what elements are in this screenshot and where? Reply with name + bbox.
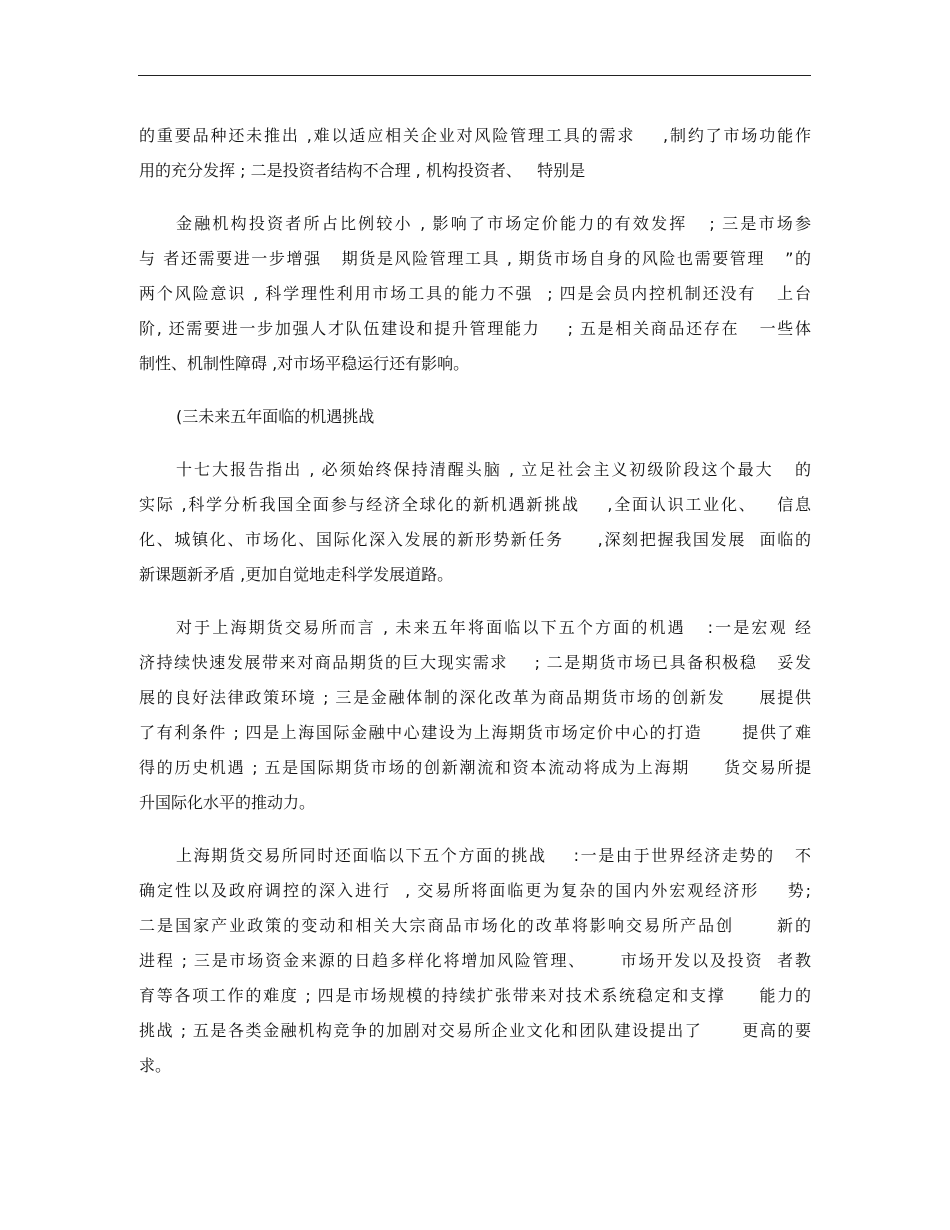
text-line: 十七大报告指出 , 必须始终保持清醒头脑 , 立足社会主义初级阶段这个最大 的 [176,460,811,479]
text-line: 展的良好法律政策环境 ; 三是金融体制的深化改革为商品期货市场的创新发 展提供 [139,688,811,707]
paragraph-4 [139,610,811,820]
text-line: 新课题新矛盾 ,更加自觉地走科学发展道路。 [139,565,454,584]
text-line: 得的历史机遇 ; 五是国际期货市场的创新潮流和资本流动将成为上海期 货交易所提 [139,758,811,777]
text-line: 二是国家产业政策的变动和相关大宗商品市场化的改革将影响交易所产品创 新的 [139,916,811,935]
text-line: 求。 [139,1056,172,1075]
text-line: 上海期货交易所同时还面临以下五个方面的挑战 :一是由于世界经济走势的 不 [176,846,811,865]
text-line: 阶, 还需要进一步加强人才队伍建设和提升管理能力 ; 五是相关商品还存在 一些体 [139,319,811,338]
text-line: 挑战 ; 五是各类金融机构竞争的加剧对交易所企业文化和团队建设提出了 更高的要 [139,1021,811,1040]
paragraph-3 [139,452,811,592]
text-line: 制性、机制性障碍 ,对市场平稳运行还有影响。 [139,354,470,373]
text-line: 确定性以及政府调控的深入进行 , 交易所将面临更为复杂的国内外宏观经济形 势; [139,881,811,900]
text-line: 济持续快速发展带来对商品期货的巨大现实需求 ; 二是期货市场已具备积极稳 妥发 [139,653,811,672]
document-body [139,118,811,1101]
text-line: 了有利条件 ; 四是上海国际金融中心建设为上海期货市场定价中心的打造 提供了难 [139,723,811,742]
text-line: 对于上海期货交易所而言 , 未来五年将面临以下五个方面的机遇 :一是宏观 经 [176,618,811,637]
text-line: 进程 ; 三是市场资金来源的日趋多样化将增加风险管理、 市场开发以及投资 者教 [139,951,811,970]
text-line: 的重要品种还未推出 ,难以适应相关企业对风险管理工具的需求 ,制约了市场功能作 [139,126,811,145]
text-line: 化、城镇化、市场化、国际化深入发展的新形势新任务 ,深刻把握我国发展 面临的 [139,530,811,549]
heading-line: (三未来五年面临的机遇挑战 [176,407,375,426]
text-line: 升国际化水平的推动力。 [139,793,316,812]
text-line: 用的充分发挥 ; 二是投资者结构不合理 , 机构投资者、 特别是 [139,161,586,180]
text-line: 与 者还需要进一步增强 期货是风险管理工具 , 期货市场自身的风险也需要管理 ”的 [139,249,811,268]
paragraph-2 [139,206,811,381]
text-line: 两个风险意识 , 科学理性利用市场工具的能力不强 ; 四是会员内控机制还没有 上台 [139,284,811,303]
paragraph-5 [139,838,811,1083]
text-line: 实际 ,科学分析我国全面参与经济全球化的新机遇新挑战 ,全面认识工业化、 信息 [139,495,811,514]
paragraph-1 [139,118,811,188]
text-line: 育等各项工作的难度 ; 四是市场规模的持续扩张带来对技术系统稳定和支撑 能力的 [139,986,811,1005]
header-rule [138,75,811,76]
section-heading [139,399,811,434]
text-line: 金融机构投资者所占比例较小 , 影响了市场定价能力的有效发挥 ; 三是市场参 [176,214,811,233]
